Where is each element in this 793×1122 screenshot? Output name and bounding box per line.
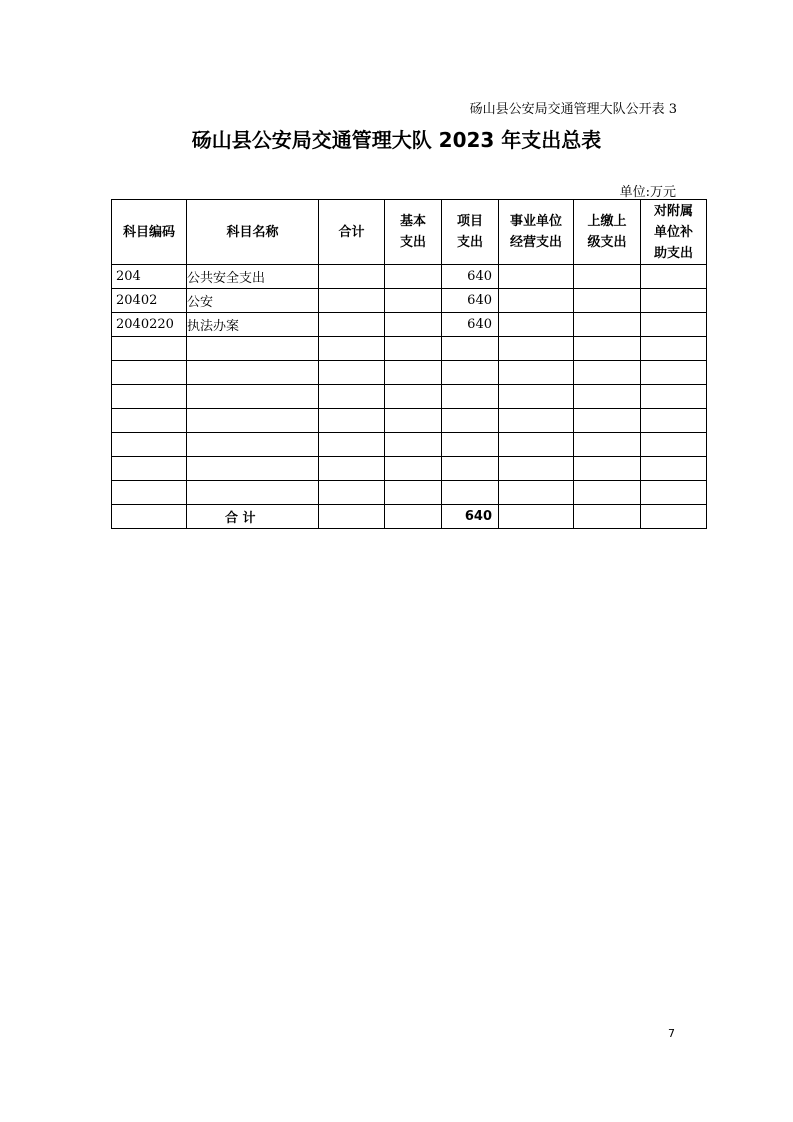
cell-code [112,505,187,529]
page-title: 砀山县公安局交通管理大队 2023 年支出总表 [191,128,602,152]
unit-label: 单位:万元 [619,185,676,200]
cell-upper [574,409,641,433]
expenditure-table [111,199,707,529]
document-label: 砀山县公安局交通管理大队公开表 3 [469,102,677,117]
cell-code: 20402 [112,289,187,313]
cell-basic [385,385,442,409]
cell-upper [574,505,641,529]
cell-upper [574,385,641,409]
cell-project [442,481,499,505]
cell-basic [385,337,442,361]
cell-basic [385,409,442,433]
cell-subsidy [641,361,707,385]
header-business-operating-expenditure: 事业单位 经营支出 [499,200,574,265]
cell-name [187,337,319,361]
cell-project [442,457,499,481]
cell-subsidy [641,313,707,337]
cell-upper [574,337,641,361]
cell-code [112,409,187,433]
table-row [112,289,707,313]
cell-code [112,385,187,409]
cell-project [442,361,499,385]
cell-project [442,409,499,433]
cell-total [319,289,385,313]
cell-project: 640 [442,289,499,313]
header-affiliate-subsidy: 对附属 单位补 助支出 [641,200,707,265]
table-row [112,385,707,409]
cell-business [499,313,574,337]
cell-project: 640 [442,505,499,529]
cell-name [187,361,319,385]
cell-upper [574,265,641,289]
cell-total [319,433,385,457]
header-project-expenditure: 项目 支出 [442,200,499,265]
cell-business [499,505,574,529]
total-label: 合计 [187,505,319,529]
cell-business [499,265,574,289]
cell-upper [574,457,641,481]
header-upper-level-payment: 上缴上 级支出 [574,200,641,265]
cell-code: 2040220 [112,313,187,337]
cell-code: 204 [112,265,187,289]
cell-total [319,313,385,337]
cell-name [187,385,319,409]
cell-business [499,361,574,385]
cell-subsidy [641,265,707,289]
cell-basic [385,313,442,337]
header-subject-name: 科目名称 [187,200,319,265]
cell-subsidy [641,385,707,409]
table-row [112,337,707,361]
table-total-row [112,505,707,529]
page-number: 7 [668,1027,675,1040]
cell-project [442,433,499,457]
cell-code [112,361,187,385]
cell-business [499,385,574,409]
cell-total [319,409,385,433]
cell-code [112,457,187,481]
cell-name: 公共安全支出 [187,265,319,289]
cell-code [112,481,187,505]
header-total: 合计 [319,200,385,265]
table-row [112,361,707,385]
cell-business [499,433,574,457]
cell-total [319,265,385,289]
table-row [112,433,707,457]
cell-business [499,409,574,433]
cell-project: 640 [442,265,499,289]
cell-name [187,433,319,457]
cell-upper [574,313,641,337]
table-header-row [112,200,707,265]
cell-upper [574,361,641,385]
cell-upper [574,289,641,313]
cell-basic [385,505,442,529]
cell-subsidy [641,409,707,433]
cell-project [442,385,499,409]
table-row [112,481,707,505]
table-row [112,313,707,337]
cell-business [499,481,574,505]
table-row [112,409,707,433]
cell-total [319,505,385,529]
cell-subsidy [641,457,707,481]
cell-business [499,337,574,361]
cell-upper [574,433,641,457]
cell-name [187,481,319,505]
cell-subsidy [641,505,707,529]
cell-code [112,337,187,361]
cell-subsidy [641,433,707,457]
cell-total [319,457,385,481]
cell-total [319,361,385,385]
cell-upper [574,481,641,505]
cell-subsidy [641,337,707,361]
cell-name [187,457,319,481]
cell-name: 公安 [187,289,319,313]
cell-subsidy [641,289,707,313]
cell-basic [385,433,442,457]
table-row [112,457,707,481]
cell-basic [385,265,442,289]
cell-basic [385,361,442,385]
cell-total [319,337,385,361]
cell-total [319,385,385,409]
cell-project: 640 [442,313,499,337]
cell-name [187,409,319,433]
header-basic-expenditure: 基本 支出 [385,200,442,265]
cell-basic [385,481,442,505]
cell-project [442,337,499,361]
header-subject-code: 科目编码 [112,200,187,265]
cell-subsidy [641,481,707,505]
cell-code [112,433,187,457]
table-row [112,265,707,289]
cell-name: 执法办案 [187,313,319,337]
cell-business [499,457,574,481]
cell-basic [385,457,442,481]
cell-total [319,481,385,505]
cell-basic [385,289,442,313]
cell-business [499,289,574,313]
